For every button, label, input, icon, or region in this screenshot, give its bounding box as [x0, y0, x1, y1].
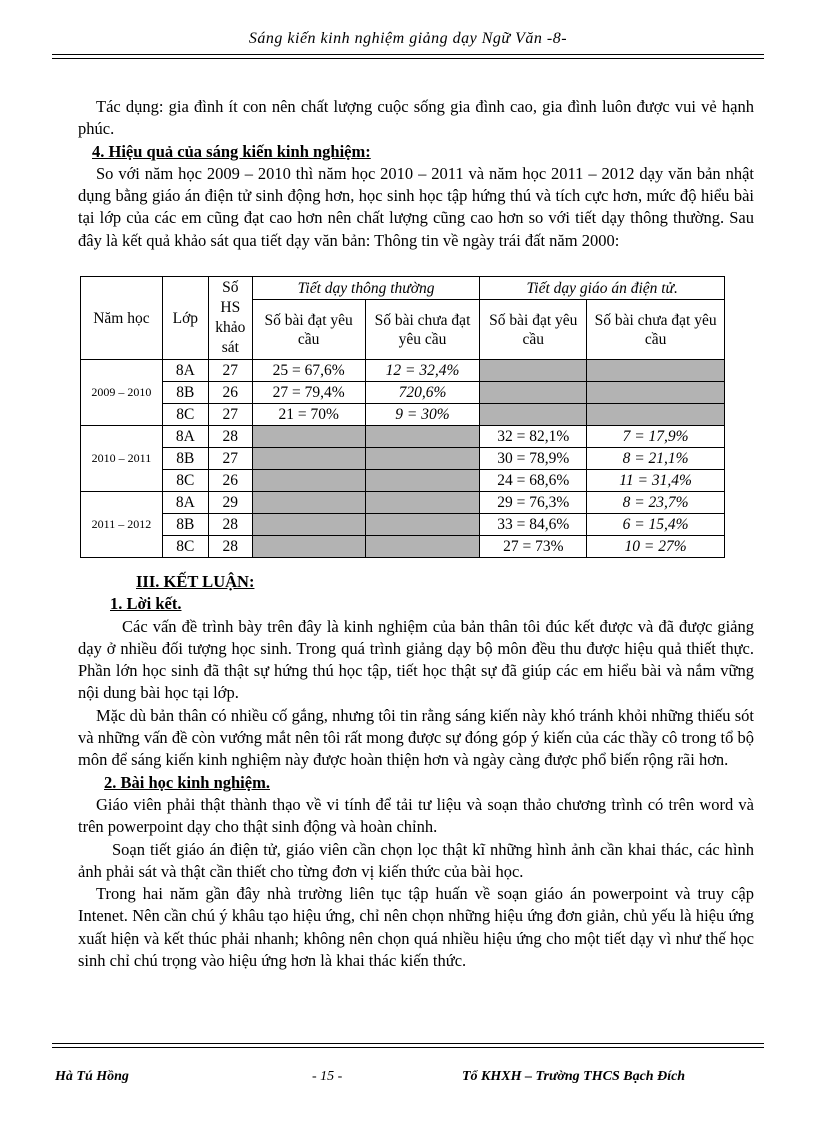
results-table	[80, 276, 725, 558]
count-cell: 27	[208, 360, 252, 382]
dt-chua-cell: 8 = 21,1%	[587, 448, 725, 470]
count-cell: 26	[208, 470, 252, 492]
count-cell: 28	[208, 426, 252, 448]
dt-chua-cell: 7 = 17,9%	[587, 426, 725, 448]
tt-dat-cell	[252, 426, 365, 448]
top-section	[78, 96, 754, 252]
section4-paragraph: So với năm học 2009 – 2010 thì năm học 2010 – 2011 và năm học 2011 – 2012 dạy văn bản nhật dụng bằng giáo án điện tử sinh động hơn, học sinh học tập hứng thú và tích cực hơn, mức độ hiểu bài tại lớp của các em cũng đạt cao hơn nên chất lượng cũng cao hơn so với tiết dạy thông thường. Sau đây là kết quả khảo sát qua tiết dạy văn bản: Thông tin về ngày trái đất năm 2000:	[78, 163, 754, 250]
th-lop: Lớp	[162, 277, 208, 360]
dt-dat-cell	[480, 382, 587, 404]
table-row	[81, 514, 725, 536]
class-cell: 8A	[162, 360, 208, 382]
th-tt-dat: Số bài đạt yêu cầu	[252, 300, 365, 360]
th-so-hs: Số HS khảo sát	[208, 277, 252, 360]
th-tt-chua: Số bài chưa đạt yêu cầu	[365, 300, 480, 360]
tt-dat-cell	[252, 470, 365, 492]
class-cell: 8C	[162, 404, 208, 426]
conclusion-section	[78, 571, 754, 972]
tt-dat-cell	[252, 536, 365, 558]
tt-dat-cell: 27 = 79,4%	[252, 382, 365, 404]
footer-author: Hà Tú Hồng	[55, 1069, 129, 1084]
table-row	[81, 448, 725, 470]
tt-dat-cell: 21 = 70%	[252, 404, 365, 426]
dt-chua-cell: 6 = 15,4%	[587, 514, 725, 536]
footer-rule	[52, 1043, 764, 1044]
intro-paragraph: Tác dụng: gia đình ít con nên chất lượng cuộc sống gia đình cao, gia đình luôn được vui vẻ hạnh phúc.	[78, 97, 754, 139]
header-rule	[52, 54, 764, 55]
tt-dat-cell	[252, 514, 365, 536]
count-cell: 27	[208, 448, 252, 470]
th-dt-chua: Số bài chưa đạt yêu cầu	[587, 300, 725, 360]
th-group-thong-thuong: Tiết dạy thông thường	[252, 277, 480, 300]
sub2-paragraph-3: Trong hai năm gần đây nhà trường liên tục tập huấn về soạn giáo án powerpoint và truy cập Intenet. Nên cần chú ý khâu tạo hiệu ứng, chỉ nên chọn những hiệu ứng đơn giản, chủ yếu là hiệu ứng xuất hiện và kết thúc phải nhanh; không nên chọn quá nhiều hiệu ứng cho một tiết dạy vì như thế học sinh chỉ chú trọng vào hiệu ứng hơn là khai thác kiến thức.	[78, 884, 754, 971]
count-cell: 26	[208, 382, 252, 404]
count-cell: 28	[208, 536, 252, 558]
dt-dat-cell: 24 = 68,6%	[480, 470, 587, 492]
class-cell: 8B	[162, 514, 208, 536]
dt-dat-cell: 27 = 73%	[480, 536, 587, 558]
table-row	[81, 426, 725, 448]
dt-chua-cell: 10 = 27%	[587, 536, 725, 558]
dt-dat-cell: 30 = 78,9%	[480, 448, 587, 470]
sub1-paragraph-2: Mặc dù bản thân có nhiều cố gắng, nhưng tôi tin rằng sáng kiến này khó tránh khỏi những thiếu sót và những vấn đề còn vướng mắt nên tôi rất mong được sự đóng góp ý kiến của các thầy cô trong tổ bộ môn để sáng kiến kinh nghiệm này được hoàn thiện hơn và ngày càng được phổ biến rộng rãi hơn.	[78, 705, 754, 770]
count-cell: 29	[208, 492, 252, 514]
tt-chua-cell	[365, 514, 480, 536]
sub2-heading: 2. Bài học kinh nghiệm.	[104, 772, 270, 792]
header-title: Sáng kiến kinh nghiệm giảng dạy Ngữ Văn -8-	[248, 30, 568, 47]
table-row	[81, 492, 725, 514]
th-nam-hoc: Năm học	[81, 277, 163, 360]
sub1-heading: 1. Lời kết.	[110, 594, 182, 614]
tt-chua-cell: 9 = 30%	[365, 404, 480, 426]
tt-dat-cell	[252, 448, 365, 470]
tt-chua-cell	[365, 536, 480, 558]
dt-dat-cell	[480, 360, 587, 382]
table-row	[81, 360, 725, 382]
dt-chua-cell: 11 = 31,4%	[587, 470, 725, 492]
section3-heading: III. KẾT LUẬN:	[136, 572, 255, 591]
section4-heading: 4. Hiệu quả của sáng kiến kinh nghiệm:	[92, 141, 371, 161]
dt-chua-cell	[587, 360, 725, 382]
tt-dat-cell: 25 = 67,6%	[252, 360, 365, 382]
tt-chua-cell: 720,6%	[365, 382, 480, 404]
dt-dat-cell: 29 = 76,3%	[480, 492, 587, 514]
class-cell: 8B	[162, 448, 208, 470]
table-row	[81, 404, 725, 426]
class-cell: 8A	[162, 492, 208, 514]
dt-chua-cell	[587, 382, 725, 404]
class-cell: 8C	[162, 470, 208, 492]
class-cell: 8C	[162, 536, 208, 558]
tt-dat-cell	[252, 492, 365, 514]
tt-chua-cell	[365, 492, 480, 514]
tt-chua-cell	[365, 426, 480, 448]
count-cell: 27	[208, 404, 252, 426]
th-group-dien-tu: Tiết dạy giáo án điện tử.	[480, 277, 725, 300]
tt-chua-cell	[365, 448, 480, 470]
th-dt-dat: Số bài đạt yêu cầu	[480, 300, 587, 360]
sub2-paragraph-2: Soạn tiết giáo án điện tử, giáo viên cần chọn lọc thật kĩ những hình ảnh cần khai thác, các hình ảnh phải sát và thật cần thiết cho từng đơn vị kiến thức của bài học.	[78, 839, 754, 881]
footer-school: Tổ KHXH – Trường THCS Bạch Đích	[462, 1069, 686, 1084]
table-row	[81, 470, 725, 492]
year-cell: 2011 – 2012	[81, 492, 163, 558]
year-cell: 2010 – 2011	[81, 426, 163, 492]
dt-chua-cell: 8 = 23,7%	[587, 492, 725, 514]
table-row	[81, 382, 725, 404]
footer-page-number: - 15 -	[312, 1069, 343, 1084]
dt-dat-cell: 33 = 84,6%	[480, 514, 587, 536]
tt-chua-cell	[365, 470, 480, 492]
header-rule-2	[52, 58, 764, 59]
dt-chua-cell	[587, 404, 725, 426]
count-cell: 28	[208, 514, 252, 536]
tt-chua-cell: 12 = 32,4%	[365, 360, 480, 382]
class-cell: 8B	[162, 382, 208, 404]
table-row	[81, 536, 725, 558]
dt-dat-cell: 32 = 82,1%	[480, 426, 587, 448]
year-cell: 2009 – 2010	[81, 360, 163, 426]
class-cell: 8A	[162, 426, 208, 448]
sub2-paragraph-1: Giáo viên phải thật thành thạo về vi tính để tải tư liệu và soạn thảo chương trình có trên word và trên powerpoint dạy cho thật sinh động và hoàn chỉnh.	[78, 794, 754, 837]
footer-rule-2	[52, 1047, 764, 1048]
dt-dat-cell	[480, 404, 587, 426]
sub1-paragraph-1: Các vấn đề trình bày trên đây là kinh nghiệm của bản thân tôi đúc kết được và đã được giảng dạy ở nhiều đối tượng học sinh. Trong quá trình giảng dạy bộ môn đều thu được hiệu quả thiết thực. Phần lớn học sinh đã thật sự hứng thú học tập, tiết học thật sự đã giúp các em hiểu bài và nắm vững nội dung bài học tại lớp.	[78, 616, 754, 703]
